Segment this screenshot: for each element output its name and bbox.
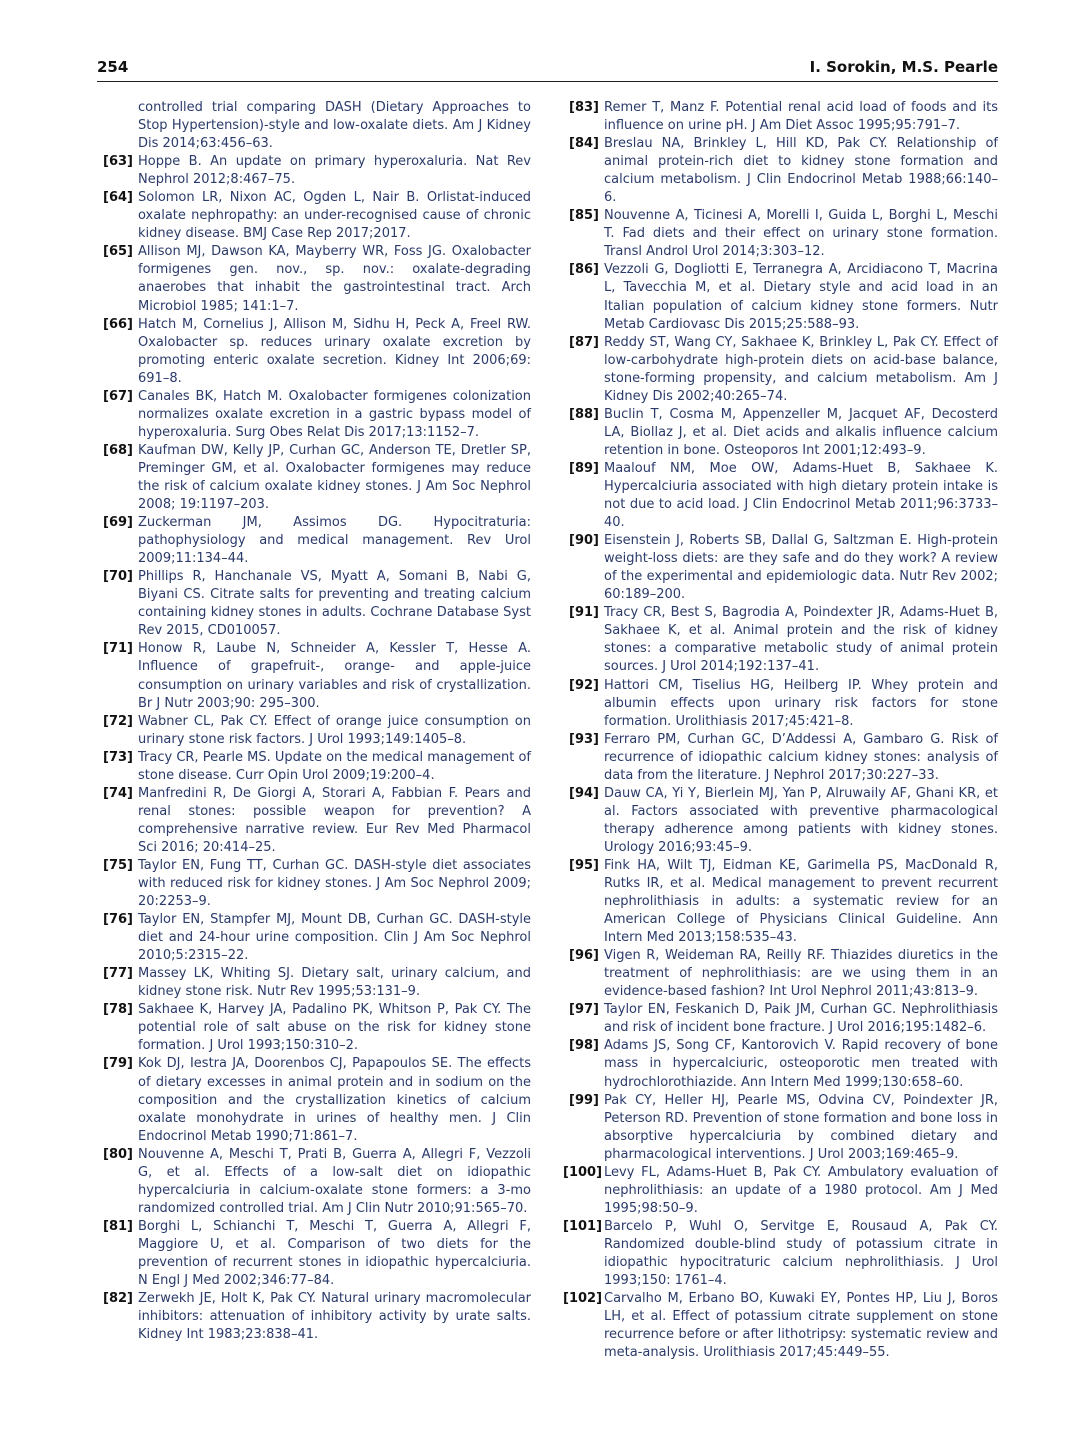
page-number: 254 (97, 58, 129, 76)
reference-number: [73] (103, 749, 133, 765)
references-left-column (97, 99, 531, 1344)
reference-number: [82] (103, 1291, 133, 1307)
reference-text: Kaufman DW, Kelly JP, Curhan GC, Anderson TE, Dretler SP, Preminger GM, et al. Oxalobacter formigenes may reduce the risk of calcium oxalate kidney stones. J Am Soc Nephrol 2008; 19:1197–203. (138, 442, 531, 513)
reference-text: Fink HA, Wilt TJ, Eidman KE, Garimella PS, MacDonald R, Rutks IR, et al. Medical management to prevent recurrent nephrolithiasis in adults: a systematic review for an American College of Physicians Clinical Guideline. Ann Intern Med 2013;158:535–43. (604, 857, 998, 946)
reference-number: [70] (103, 569, 133, 585)
reference-number: [97] (569, 1002, 599, 1018)
reference-entry (563, 460, 998, 532)
reference-number: [80] (103, 1146, 133, 1162)
reference-number: [91] (569, 605, 599, 621)
reference-text: Taylor EN, Feskanich D, Paik JM, Curhan GC. Nephrolithiasis and risk of incident bone fracture. J Urol 2016;195:1482–6. (604, 1002, 998, 1036)
reference-entry (97, 316, 531, 388)
reference-text: Hatch M, Cornelius J, Allison M, Sidhu H, Peck A, Freel RW. Oxalobacter sp. reduces urinary oxalate excretion by promoting enteric oxalate secretion. Kidney Int 2006;69: 691–8. (138, 316, 531, 386)
reference-text: Massey LK, Whiting SJ. Dietary salt, urinary calcium, and kidney stone risk. Nutr Rev 1995;53:131–9. (138, 966, 531, 1000)
reference-number: [101] (563, 1218, 603, 1234)
reference-entry (97, 568, 531, 640)
reference-entry (563, 1164, 998, 1218)
reference-text: controlled trial comparing DASH (Dietary Approaches to Stop Hypertension)-style and low-oxalate diets. Am J Kidney Dis 2014;63:456–63. (138, 100, 531, 152)
reference-text: Taylor EN, Fung TT, Curhan GC. DASH-style diet associates with reduced risk for kidney stones. J Am Soc Nephrol 2009; 20:2253–9. (138, 857, 531, 910)
reference-number: [81] (103, 1218, 133, 1234)
reference-text: Nouvenne A, Ticinesi A, Morelli I, Guida L, Borghi L, Meschi T. Fad diets and their effect on urinary stone formation. Transl Androl Urol 2014;3:303–12. (604, 208, 998, 260)
reference-text: Carvalho M, Erbano BO, Kuwaki EY, Pontes HP, Liu J, Boros LH, et al. Effect of potassium citrate supplement on stone recurrence before or after lithotripsy: systematic review and meta-analysis. Urolithiasis 2017;45:449–55. (604, 1291, 998, 1361)
reference-text: Tracy CR, Pearle MS. Update on the medical management of stone disease. Curr Opin Urol 2009;19:200–4. (138, 749, 531, 783)
reference-text: Maalouf NM, Moe OW, Adams-Huet B, Sakhaee K. Hypercalciuria associated with high dietary protein intake is not due to acid load. J Clin Endocrinol Metab 2011;96:3733–40. (604, 460, 998, 531)
reference-text: Wabner CL, Pak CY. Effect of orange juice consumption on urinary stone risk factors. J Urol 1993;149:1405–8. (138, 713, 531, 747)
reference-number: [63] (103, 154, 133, 170)
reference-entry (97, 514, 531, 568)
reference-number: [74] (103, 785, 133, 801)
reference-number: [96] (569, 948, 599, 964)
reference-text: Canales BK, Hatch M. Oxalobacter formigenes colonization normalizes oxalate excretion in a gastric bypass model of hyperoxaluria. Surg Obes Relat Dis 2017;13:1152–7. (138, 388, 531, 440)
references-right-column (563, 99, 998, 1362)
reference-number: [94] (569, 785, 599, 801)
reference-text: Allison MJ, Dawson KA, Mayberry WR, Foss JG. Oxalobacter formigenes gen. nov., sp. nov.: oxalate-degrading anaerobes that inhabit the gastrointestinal tract. Arch Microbiol 1985; 141:1–7. (138, 244, 531, 314)
reference-text: Hoppe B. An update on primary hyperoxaluria. Nat Rev Nephrol 2012;8:467–75. (138, 154, 531, 188)
reference-text: Eisenstein J, Roberts SB, Dallal G, Saltzman E. High-protein weight-loss diets: are they safe and do they work? A review of the experimental and epidemiologic data. Nutr Rev 2002; 60:189–200. (604, 533, 998, 603)
reference-entry (563, 99, 998, 135)
reference-text: Sakhaee K, Harvey JA, Padalino PK, Whitson P, Pak CY. The potential role of salt abuse on the risk for kidney stone formation. J Urol 1993;150:310–2. (138, 1002, 531, 1054)
reference-entry (97, 243, 531, 315)
reference-entry (97, 1001, 531, 1055)
reference-number: [72] (103, 713, 133, 729)
reference-entry (563, 1218, 998, 1290)
reference-entry (563, 947, 998, 1001)
reference-text: Phillips R, Hanchanale VS, Myatt A, Somani B, Nabi G, Biyani CS. Citrate salts for preventing and treating calcium containing kidney stones in adults. Cochrane Database Syst Rev 2015, CD010057. (138, 569, 531, 639)
reference-number: [99] (569, 1092, 599, 1108)
reference-number: [95] (569, 857, 599, 873)
reference-number: [87] (569, 334, 599, 350)
reference-text: Ferraro PM, Curhan GC, D’Addessi A, Gambaro G. Risk of recurrence of idiopathic calcium kidney stones: analysis of data from the literature. J Nephrol 2017;30:227–33. (604, 731, 998, 783)
reference-entry (563, 135, 998, 207)
reference-entry (97, 857, 531, 911)
reference-number: [102] (563, 1291, 603, 1307)
reference-number: [92] (569, 677, 599, 693)
reference-text: Vigen R, Weideman RA, Reilly RF. Thiazides diuretics in the treatment of nephrolithiasis: are we using them in an evidence-based fashion? Int Urol Nephrol 2011;43:813–9. (604, 948, 998, 1000)
reference-entry (563, 532, 998, 604)
reference-number: [85] (569, 208, 599, 224)
reference-entry (97, 442, 531, 514)
reference-text: Zuckerman JM, Assimos DG. Hypocitraturia: pathophysiology and medical management. Rev Urol 2009;11:134–44. (138, 515, 531, 567)
reference-entry (97, 1146, 531, 1218)
reference-text: Buclin T, Cosma M, Appenzeller M, Jacquet AF, Decosterd LA, Biollaz J, et al. Diet acids and alkalis influence calcium retention in bone. Osteoporos Int 2001;12:493–9. (604, 406, 998, 458)
reference-number: [86] (569, 262, 599, 278)
reference-entry (563, 261, 998, 333)
reference-number: [90] (569, 533, 599, 549)
reference-number: [66] (103, 316, 133, 332)
reference-entry (563, 1290, 998, 1362)
reference-number: [78] (103, 1002, 133, 1018)
reference-entry (563, 334, 998, 406)
reference-text: Remer T, Manz F. Potential renal acid load of foods and its influence on urine pH. J Am Diet Assoc 1995;95:791–7. (604, 100, 998, 134)
reference-number: [88] (569, 406, 599, 422)
reference-text: Levy FL, Adams-Huet B, Pak CY. Ambulatory evaluation of nephrolithiasis: an update of a 1980 protocol. Am J Med 1995;98:50–9. (604, 1164, 998, 1216)
reference-text: Reddy ST, Wang CY, Sakhaee K, Brinkley L, Pak CY. Effect of low-carbohydrate high-protein diets on acid-base balance, stone-forming propensity, and calcium metabolism. Am J Kidney Dis 2002;40:265–74. (604, 334, 998, 404)
reference-number: [71] (103, 641, 133, 657)
reference-entry (97, 1218, 531, 1290)
reference-number: [68] (103, 442, 133, 458)
reference-entry (97, 1290, 531, 1344)
reference-entry (563, 857, 998, 947)
reference-entry (563, 731, 998, 785)
reference-number: [64] (103, 190, 133, 206)
reference-entry (563, 1037, 998, 1091)
reference-text: Barcelo P, Wuhl O, Servitge E, Rousaud A, Pak CY. Randomized double-blind study of potassium citrate in idiopathic hypocitraturic calcium nephrolithiasis. J Urol 1993;150: 1761–4. (604, 1218, 998, 1289)
reference-entry (97, 713, 531, 749)
reference-entry (563, 785, 998, 857)
reference-text: Pak CY, Heller HJ, Pearle MS, Odvina CV, Poindexter JR, Peterson RD. Prevention of stone formation and bone loss in absorptive hypercalciuria by combined dietary and pharmacological interventions. J Urol 2003;169:465–9. (604, 1092, 998, 1162)
reference-text: Taylor EN, Stampfer MJ, Mount DB, Curhan GC. DASH-style diet and 24-hour urine composition. Clin J Am Soc Nephrol 2010;5:2315–22. (138, 912, 531, 964)
reference-text: Vezzoli G, Dogliotti E, Terranegra A, Arcidiacono T, Macrina L, Tavecchia M, et al. Dietary style and acid load in an Italian population of calcium kidney stone formers. Nutr Metab Cardiovasc Dis 2015;25:588–93. (604, 262, 998, 332)
reference-number: [100] (563, 1164, 603, 1180)
reference-number: [67] (103, 388, 133, 404)
reference-number: [89] (569, 460, 599, 476)
reference-text: Hattori CM, Tiselius HG, Heilberg IP. Whey protein and albumin effects upon urinary risk factors for stone formation. Urolithiasis 2017;45:421–8. (604, 677, 998, 729)
reference-entry (97, 189, 531, 243)
reference-entry (563, 406, 998, 460)
reference-entry (563, 677, 998, 731)
reference-text: Nouvenne A, Meschi T, Prati B, Guerra A, Allegri F, Vezzoli G, et al. Effects of a low-salt diet on idiopathic hypercalciuria in calcium-oxalate stone formers: a 3-mo randomized controlled trial. Am J Clin Nutr 2010;91:565–70. (138, 1146, 531, 1216)
reference-entry (563, 207, 998, 261)
reference-entry (97, 911, 531, 965)
reference-number: [69] (103, 515, 133, 531)
reference-number: [83] (569, 100, 599, 115)
reference-entry (97, 99, 531, 153)
reference-entry (97, 1055, 531, 1145)
running-head-authors: I. Sorokin, M.S. Pearle (809, 58, 998, 76)
reference-number: [76] (103, 912, 133, 928)
reference-text: Manfredini R, De Giorgi A, Storari A, Fabbian F. Pears and renal stones: possible weapon for prevention? A comprehensive narrative review. Eur Rev Med Pharmacol Sci 2016; 20:414–25. (138, 785, 531, 855)
reference-entry (97, 153, 531, 189)
reference-entry (563, 1092, 998, 1164)
reference-entry (97, 965, 531, 1001)
reference-entry (97, 785, 531, 857)
reference-text: Breslau NA, Brinkley L, Hill KD, Pak CY. Relationship of animal protein-rich diet to kidney stone formation and calcium metabolism. J Clin Endocrinol Metab 1988;66:140–6. (604, 136, 998, 206)
reference-number: [79] (103, 1056, 133, 1072)
reference-text: Kok DJ, Iestra JA, Doorenbos CJ, Papapoulos SE. The effects of dietary excesses in animal protein and in sodium on the composition and the crystallization kinetics of calcium oxalate monohydrate in urines of healthy men. J Clin Endocrinol Metab 1990;71:861–7. (138, 1056, 531, 1144)
reference-number: [98] (569, 1038, 599, 1054)
reference-text: Tracy CR, Best S, Bagrodia A, Poindexter JR, Adams-Huet B, Sakhaee K, et al. Animal protein and the risk of kidney stones: a comparative metabolic study of animal protein sources. J Urol 2014;192:137–41. (604, 605, 998, 675)
reference-entry (97, 749, 531, 785)
reference-entry (563, 604, 998, 676)
reference-text: Solomon LR, Nixon AC, Ogden L, Nair B. Orlistat-induced oxalate nephropathy: an under-recognised cause of chronic kidney disease. BMJ Case Rep 2017;2017. (138, 190, 531, 242)
reference-number: [65] (103, 244, 133, 260)
reference-entry (97, 388, 531, 442)
reference-number: [93] (569, 731, 599, 747)
reference-text: Borghi L, Schianchi T, Meschi T, Guerra A, Allegri F, Maggiore U, et al. Comparison of two diets for the prevention of recurrent stones in idiopathic hypercalciuria. N Engl J Med 2002;346:77–84. (138, 1218, 531, 1289)
reference-text: Honow R, Laube N, Schneider A, Kessler T, Hesse A. Influence of grapefruit-, orange- and apple-juice consumption on urinary variables and risk of crystallization. Br J Nutr 2003;90: 295–300. (138, 641, 531, 711)
reference-entry (97, 640, 531, 712)
reference-text: Adams JS, Song CF, Kantorovich V. Rapid recovery of bone mass in hypercalciuric, osteoporotic men treated with hydrochlorothiazide. Ann Intern Med 1999;130:658–60. (604, 1038, 998, 1090)
reference-entry (563, 1001, 998, 1037)
reference-text: Dauw CA, Yi Y, Bierlein MJ, Yan P, Alruwaily AF, Ghani KR, et al. Factors associated with preventive pharmacological therapy adherence among patients with kidney stones. Urology 2016;93:45–9. (604, 785, 998, 855)
running-header (97, 57, 998, 82)
reference-number: [84] (569, 136, 599, 152)
reference-number: [77] (103, 966, 133, 982)
reference-text: Zerwekh JE, Holt K, Pak CY. Natural urinary macromolecular inhibitors: attenuation of inhibitory activity by urate salts. Kidney Int 1983;23:838–41. (138, 1291, 531, 1343)
reference-number: [75] (103, 857, 133, 873)
